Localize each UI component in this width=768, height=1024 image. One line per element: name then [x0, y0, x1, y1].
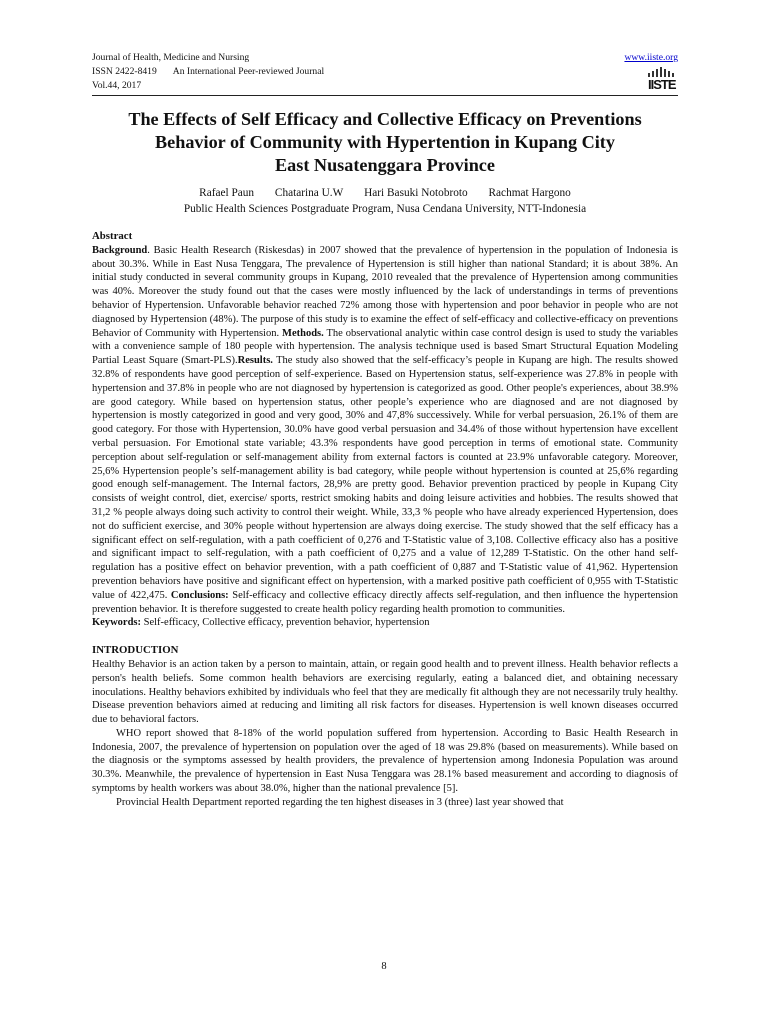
paper-title	[80, 108, 690, 177]
author-4: Rachmat Hargono	[488, 187, 571, 199]
intro-paragraph-2: WHO report showed that 8-18% of the world population suffered from hypertension. According to Basic Health Research in Indonesia, 2007, the prevalence of hypertension on population over the aged of 18 was 29.8% (based on measurements). While based on the diagnosis or the symptoms assessed by health providers, the prevalence of hypertension among Indonesia Population was around 30.3%. Meanwhile, the prevalence of hypertension in East Nusa Tenggara was 28.1% based measurement and according to diagnosis of symptoms by health workers was about 38.0%, higher than the national prevalence [5].	[92, 727, 678, 795]
iiste-logo	[648, 67, 674, 93]
paper-body	[92, 230, 678, 810]
journal-peer-review: An International Peer-reviewed Journal	[172, 66, 325, 77]
author-list	[92, 186, 678, 201]
introduction-heading: INTRODUCTION	[92, 644, 179, 657]
keywords	[92, 616, 678, 630]
background-text: . Basic Health Research (Riskesdas) in 2007 showed that the prevalence of hypertension in the population of Indonesia is about 30.3%. While in East Nusa Tenggara, The prevalence of Hypertension is still higher than national Standard; it is about 38%. An initial study conducted in several community groups in Kupang, 2010 revealed that the prevalence of Hypertension among communities was 40%. Moreover the study found out that the cases were mostly influenced by the lack of understandings in terms of preventions behavior of Hypertension. Unfavorable behavior reached 72% among those with hypertension and poor behavior in people who are not diagnosed by Hypertension (48%). The purpose of this study is to examine the effect of self-efficacy and collective-efficacy on preventions Behavior of Community with Hypertension.	[92, 244, 678, 339]
logo-bars-icon	[648, 67, 674, 77]
journal-header	[92, 51, 678, 93]
author-3: Hari Basuki Notobroto	[364, 187, 468, 199]
header-rule	[92, 95, 678, 96]
journal-issn: ISSN 2422-8419	[92, 66, 157, 77]
conclusions-label: Conclusions:	[170, 589, 229, 601]
abstract-heading: Abstract	[92, 230, 133, 242]
methods-label: Methods.	[282, 327, 324, 339]
journal-volume: Vol.44, 2017	[92, 80, 142, 91]
title-line-3: East Nusatenggara Province	[275, 155, 495, 175]
author-1: Rafael Paun	[199, 187, 255, 199]
keywords-label: Keywords:	[92, 617, 141, 629]
title-line-1: The Effects of Self Efficacy and Collective Efficacy on Preventions	[128, 109, 642, 129]
page-number: 8	[381, 961, 387, 972]
methods-text: The observational analytic within case control design is used to study the variables with a convenience sample of 180 people with hypertension. The analysis technique used is based Smart Structural Equation Modeling Partial Least Square (Smart-PLS).	[92, 327, 678, 367]
keywords-text: Self-efficacy, Collective efficacy, prevention behavior, hypertension	[141, 617, 430, 629]
title-line-2: Behavior of Community with Hypertention in Kupang City	[155, 132, 615, 152]
logo-text: IISTE	[648, 77, 676, 92]
results-text: The study also showed that the self-efficacy’s people in Kupang are high. The results showed 32.8% of respondents have good perception of self-experience. Based on Hypertension status, self-experience was 27.8% in people with hypertension and 37.8% in people who are not diagnosed by hypertension is categorized as good. Other people's experiences, about 38.9% are good category. While based on hypertension status, other people’s experience who are diagnosed and are not diagnosed by hypertension is mostly categorized in good and very good, 30% and 47,8% successively. While for verbal persuasion, 26.1% of them are good category. For those with Hypertension, 30.0% have good verbal persuasion and 34.4% of those without hypertension have excellent verbal persuasion. For Emotional state variable; 43.3% respondents have good perception in terms of emotional state. Community perception about self-regulation or self-management ability from external factors is counted at 23.9% unfavorable category. Moreover, 25,6% Hypertension people’s self-management ability is bad category, while people without hypertension is counted at 25,6% regarding good enough self-management. The Internal factors, 28,9% are pretty good. Behavior prevention practiced by people in Kupang City consists of weight control, diet, exercise/ sports, restrict smoking habits and doing leisure activities and hobbies. The results showed that 31,2 % people always doing such activity to control their weight. While, 33,3 % people who have already experienced Hypertension, does not do sufficient exercise, and 30% people without hypertension are always doing exercise. The study showed that the self efficacy has a significant effect on self-regulation, with a path coefficient of 0,276 and T-Statistic value of 3,108. Collective efficacy also has a positive and significant impact to self-regulation, with a path coefficient of 0,275 and a value of 12,289 T-Statistic. On the other hand self-regulation has a positive effect on behavior prevention, with a path coefficient of 0,887 and T-Statistic value of 41,962. Hypertension prevention behaviors have positive and significant effect on hypertension, with a marked positive path coefficient of 0,955 with T-Statistic value of 422,475.	[92, 355, 678, 601]
journal-issn-line	[92, 65, 678, 79]
abstract-text	[92, 244, 678, 617]
author-2: Chatarina U.W	[274, 187, 344, 199]
journal-name: Journal of Health, Medicine and Nursing	[92, 52, 250, 63]
author-affiliation: Public Health Sciences Postgraduate Program, Nusa Cendana University, NTT-Indonesia	[183, 203, 587, 215]
background-label: Background	[92, 244, 148, 256]
results-label: Results.	[237, 355, 273, 367]
intro-paragraph-3: Provincial Health Department reported regarding the ten highest diseases in 3 (three) last year showed that	[116, 796, 564, 808]
intro-paragraph-1: Healthy Behavior is an action taken by a person to maintain, attain, or regain good health and to prevent illness. Health behavior reflects a person's health beliefs. Some common health behaviors are exercising regularly, eating a balanced diet, and obtaining necessary inoculations. Healthy behaviors exhibited by individuals who feel that they are medically fit although they are not necessarily truly healthy. Disease prevention behaviors aimed at reducing and limiting all risk factors for diseases. Hypertension is well known diseases occurred due to behavioral factors.	[92, 658, 678, 726]
journal-url-link[interactable]: www.iiste.org	[624, 52, 678, 63]
conclusions-text: Self-efficacy and collective efficacy directly affects self-regulation, and then influence the hypertension prevention behavior. It is therefore suggested to create health policy regarding health promotion to communities.	[92, 589, 678, 615]
